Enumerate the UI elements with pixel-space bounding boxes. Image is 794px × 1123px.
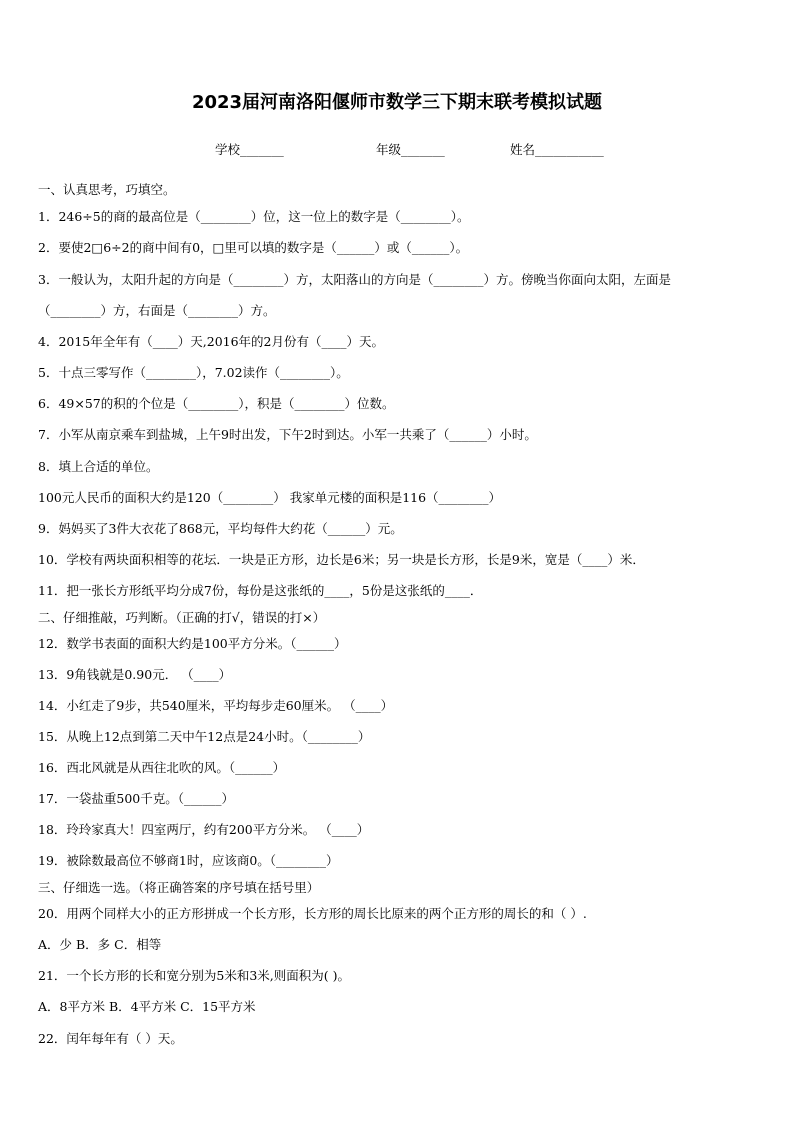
question-line: 1．246÷5的商的最高位是（________）位，这一位上的数字是（________）。 — [38, 209, 470, 224]
question-line: 18．玲玲家真大！四室两厅，约有200平方分米。 （____） — [38, 822, 370, 837]
question-line: 16．西北风就是从西往北吹的风。（______） — [38, 760, 286, 775]
section-heading: 二、仔细推敲，巧判断。（正确的打√，错误的打×） — [38, 610, 326, 625]
question-line: 2．要使2□6÷2的商中间有0，□里可以填的数字是（______）或（______）。 — [38, 240, 469, 255]
question-line: 20．用两个同样大小的正方形拼成一个长方形，长方形的周长比原来的两个正方形的周长的和（ ）. — [38, 906, 587, 921]
question-line: 13．9角钱就是0.90元． （____） — [38, 667, 232, 682]
question-line: （________）方，右面是（________）方。 — [38, 303, 276, 318]
question-line: 4．2015年全年有（____）天,2016年的2月份有（____）天。 — [38, 334, 385, 349]
question-line: 5．十点三零写作（________），7.02读作（________）。 — [38, 365, 349, 380]
question-line: 22．闰年每年有（ ）天。 — [38, 1031, 183, 1046]
question-line: 15．从晚上12点到第二天中午12点是24小时。（________） — [38, 729, 371, 744]
question-line: 19．被除数最高位不够商1时，应该商0。（________） — [38, 853, 339, 868]
question-line: 7．小军从南京乘车到盐城，上午9时出发，下午2时到达。小军一共乘了（______）小时。 — [38, 427, 537, 442]
question-line: 21．一个长方形的长和宽分别为5米和3米,则面积为( )。 — [38, 968, 351, 983]
question-line: 100元人民币的面积大约是120（________） 我家单元楼的面积是116（________） — [38, 490, 502, 505]
question-line: 14．小红走了9步，共540厘米，平均每步走60厘米。 （____） — [38, 698, 394, 713]
page-title: 2023届河南洛阳偃师市数学三下期末联考模拟试题 — [191, 92, 603, 113]
question-line: 10．学校有两块面积相等的花坛．一块是正方形，边长是6米；另一块是长方形，长是9米，宽是（____）米． — [38, 552, 645, 567]
grade-field: 年级_______ — [376, 142, 445, 157]
question-line: 12．数学书表面的面积大约是100平方分米。（______） — [38, 636, 347, 651]
section-heading: 一、认真思考，巧填空。 — [38, 182, 176, 197]
question-line: 6．49×57的积的个位是（________），积是（________）位数。 — [38, 396, 395, 411]
school-field: 学校_______ — [215, 142, 284, 157]
question-line: 9．妈妈买了3件大衣花了868元，平均每件大约花（______）元。 — [38, 521, 403, 536]
question-line: 11．把一张长方形纸平均分成7份，每份是这张纸的____，5份是这张纸的____． — [38, 583, 483, 598]
answer-options: A．少 B．多 C．相等 — [38, 937, 162, 952]
answer-options: A．8平方米 B．4平方米 C．15平方米 — [38, 999, 256, 1014]
name-field: 姓名___________ — [510, 142, 604, 157]
question-line: 17．一袋盐重500千克。（______） — [38, 791, 235, 806]
question-line: 3．一般认为，太阳升起的方向是（________）方，太阳落山的方向是（________）方。傍晚当你面向太阳，左面是 — [38, 272, 671, 287]
section-heading: 三、仔细选一选。（将正确答案的序号填在括号里） — [38, 880, 320, 895]
question-line: 8．填上合适的单位。 — [38, 459, 159, 474]
